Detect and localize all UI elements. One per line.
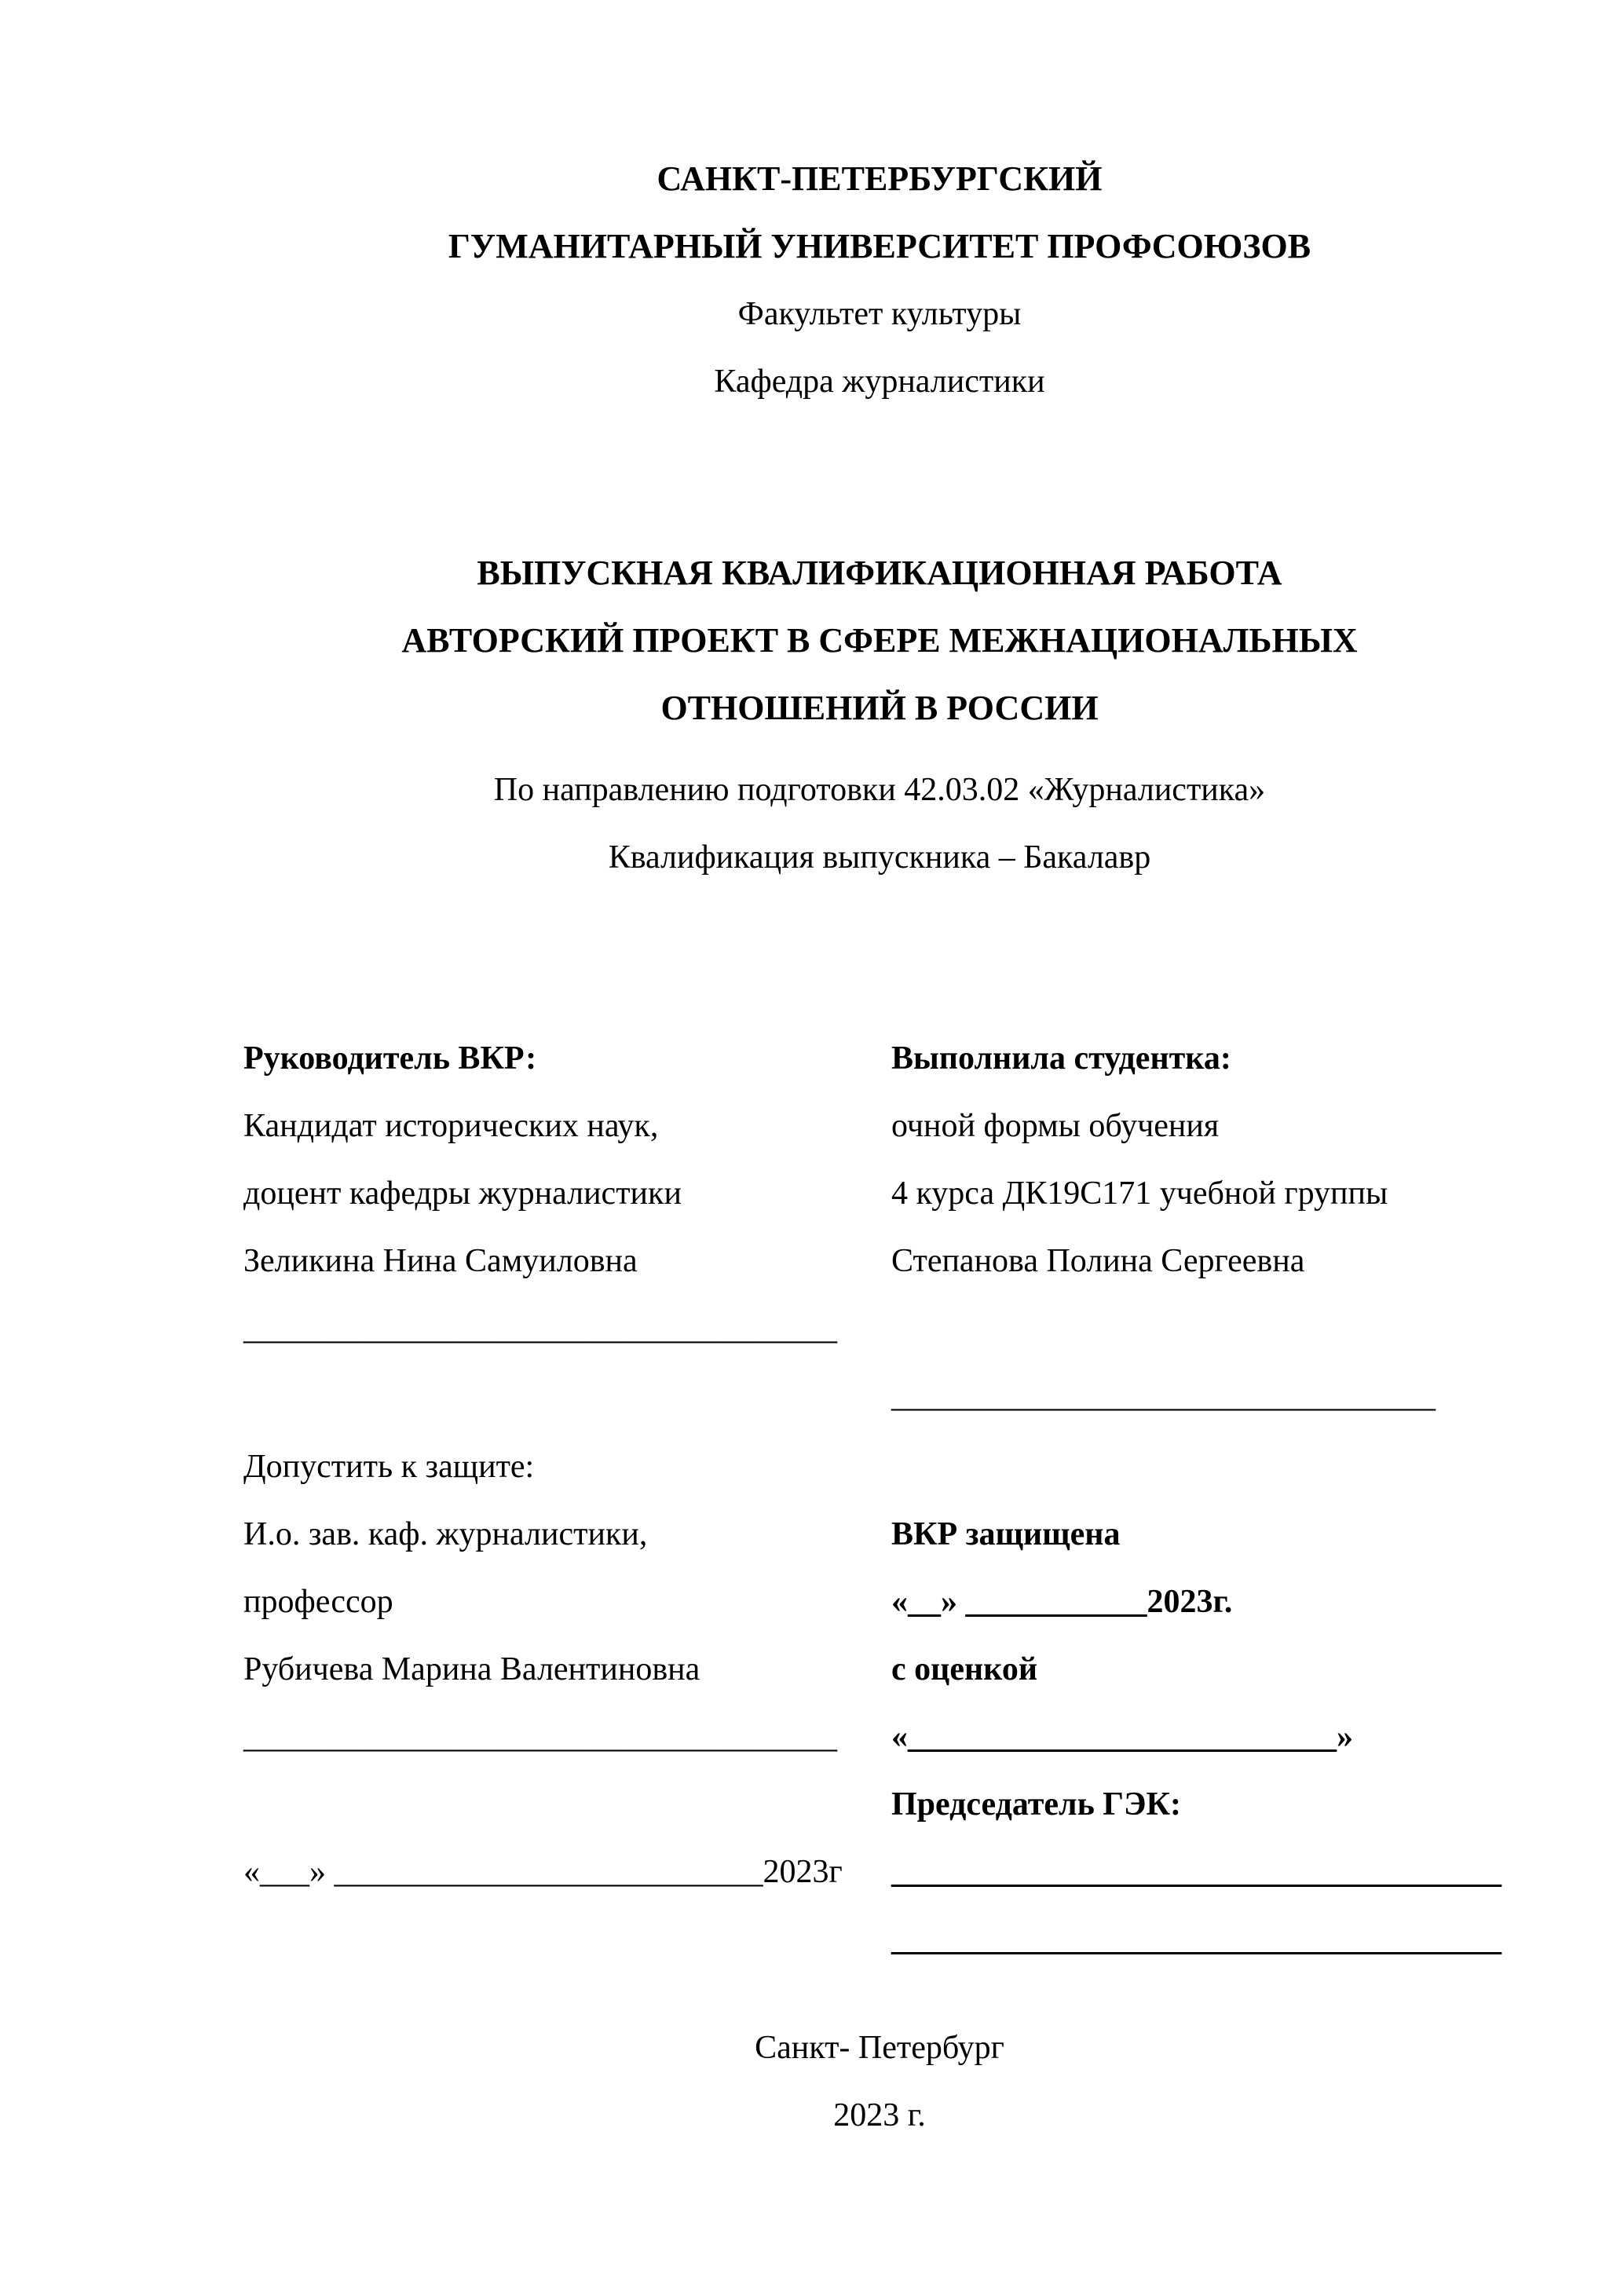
work-type-title: ВЫПУСКНАЯ КВАЛИФИКАЦИОННАЯ РАБОТА [477, 554, 1282, 592]
thesis-title-line2: ОТНОШЕНИЙ В РОССИИ [660, 689, 1099, 727]
footer-city: Санкт- Петербург [755, 2030, 1004, 2066]
student-study-form-line: очной формы обучения [891, 1108, 1220, 1144]
admission-heading: Допустить к защите: [243, 1449, 535, 1485]
admission-name: Рубичева Марина Валентиновна [243, 1651, 700, 1687]
admission-position-line1: И.о. зав. каф. журналистики, [243, 1516, 648, 1552]
qualification-line: Квалификация выпускника – Бакалавр [608, 839, 1151, 876]
student-group-line: 4 курса ДК19С171 учебной группы [891, 1175, 1388, 1212]
defense-grade-line: «__________________________» [891, 1719, 1353, 1755]
admission-signature-line: ____________________________________ [243, 1719, 837, 1755]
supervisor-degree-line: Кандидат исторических наук, [243, 1108, 659, 1144]
supervisor-heading: Руководитель ВКР: [243, 1040, 537, 1077]
defense-date-line: «__» ___________2023г. [891, 1584, 1233, 1620]
admission-date-line: «___» __________________________2023г [243, 1854, 843, 1890]
gek-signature-line2: _____________________________________ [891, 1921, 1501, 1958]
footer-year: 2023 г. [833, 2097, 926, 2133]
defense-status-line: ВКР защищена [891, 1516, 1121, 1552]
thesis-title-line1: АВТОРСКИЙ ПРОЕКТ В СФЕРЕ МЕЖНАЦИОНАЛЬНЫХ [401, 621, 1358, 660]
student-signature-line: _________________________________ [891, 1378, 1436, 1414]
university-name-line1: САНКТ-ПЕТЕРБУРГСКИЙ [657, 159, 1103, 198]
supervisor-signature-line: ____________________________________ [243, 1311, 837, 1347]
defense-grade-label: с оценкой [891, 1651, 1038, 1687]
student-heading: Выполнила студентка: [891, 1040, 1231, 1077]
supervisor-position-line: доцент кафедры журналистики [243, 1175, 682, 1212]
student-name: Степанова Полина Сергеевна [891, 1243, 1305, 1279]
gek-chairman-heading: Председатель ГЭК: [891, 1786, 1181, 1823]
supervisor-name: Зеликина Нина Самуиловна [243, 1243, 638, 1279]
faculty-line: Факультет культуры [737, 296, 1022, 332]
program-line: По направлению подготовки 42.03.02 «Журналистика» [493, 772, 1266, 808]
gek-signature-line1: _____________________________________ [891, 1854, 1501, 1890]
department-line: Кафедра журналистики [714, 364, 1045, 400]
university-name-line2: ГУМАНИТАРНЫЙ УНИВЕРСИТЕТ ПРОФСОЮЗОВ [448, 227, 1311, 265]
admission-position-line2: профессор [243, 1584, 393, 1620]
